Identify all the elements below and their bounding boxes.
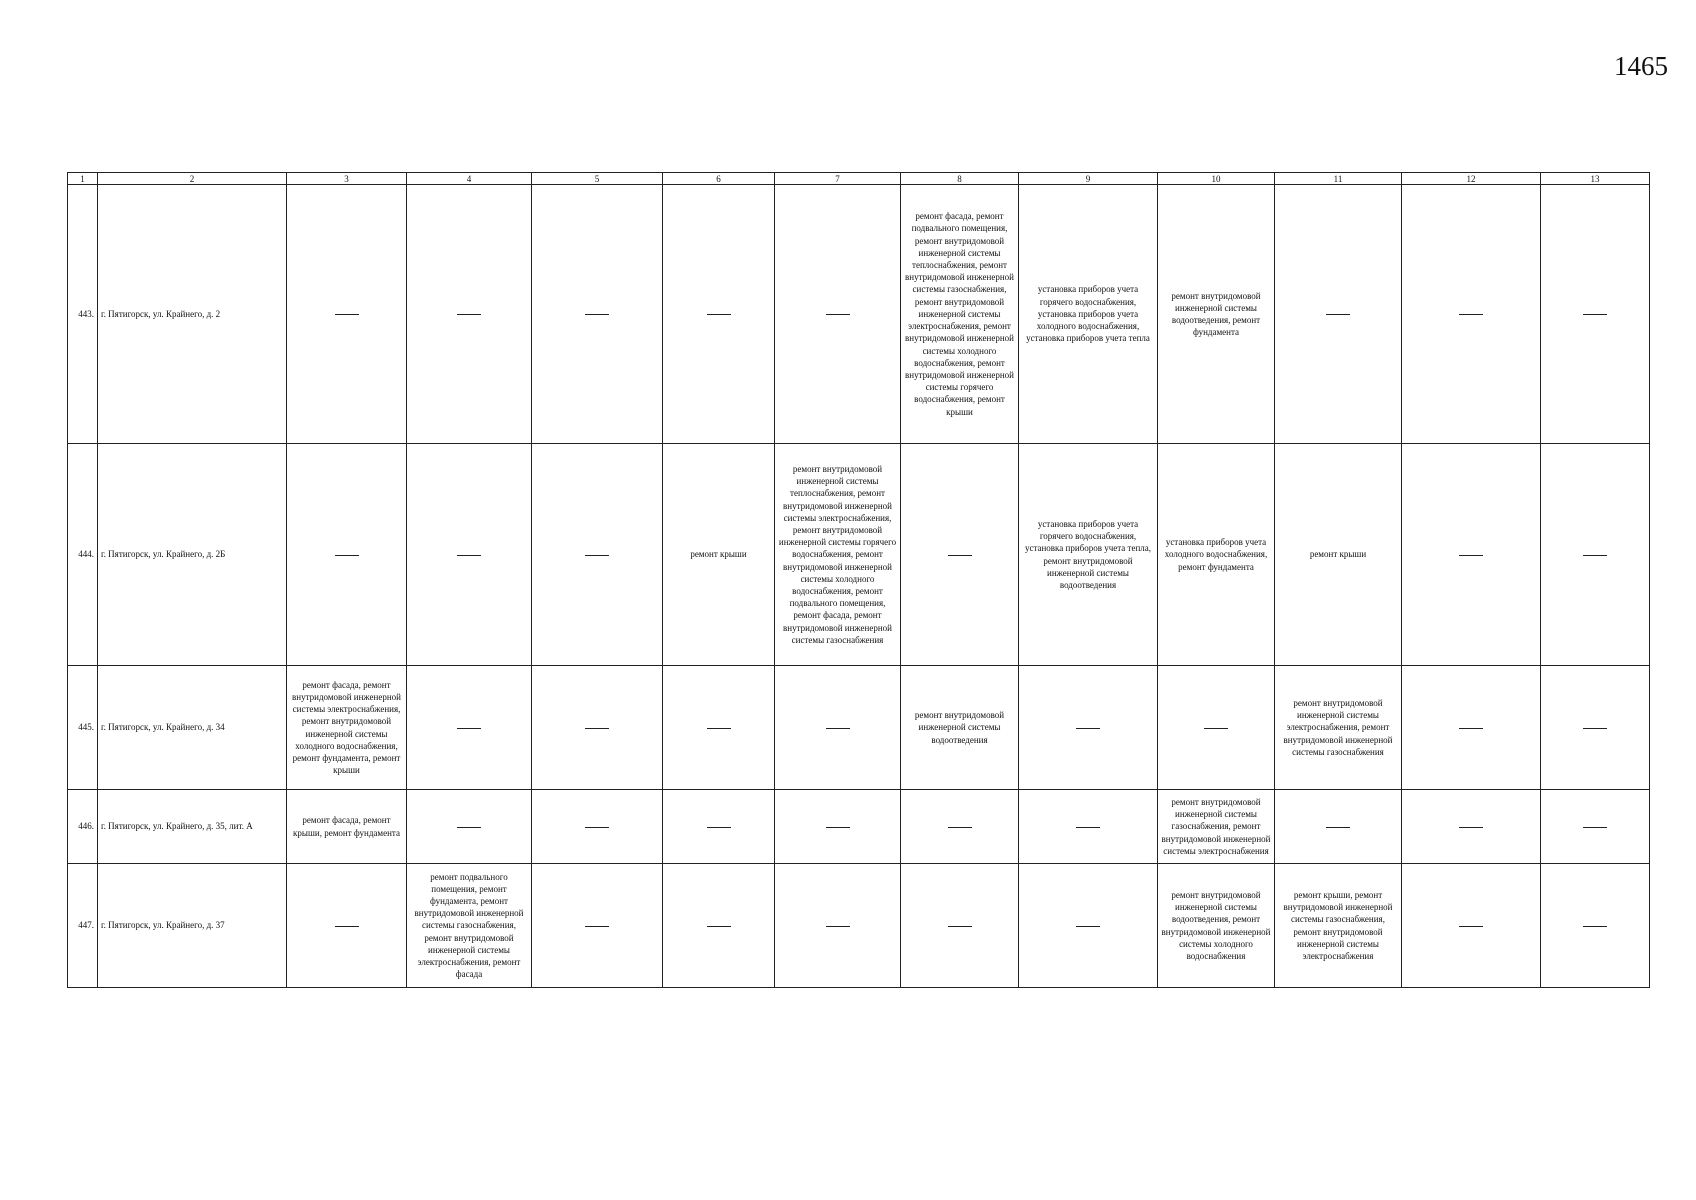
row-number: 447. xyxy=(68,864,98,988)
work-cell: ремонт подвального помещения, ремонт фундамента, ремонт внутридомовой инженерной системы газоснабжения, ремонт внутридомовой инженерной системы электроснабжения, ремонт фасада xyxy=(407,864,532,988)
address-cell: г. Пятигорск, ул. Крайнего, д. 2 xyxy=(98,185,287,444)
empty-cell xyxy=(407,444,532,666)
empty-cell xyxy=(1019,666,1158,790)
empty-cell xyxy=(1541,444,1650,666)
empty-cell xyxy=(1402,790,1541,864)
work-cell: ремонт внутридомовой инженерной системы газоснабжения, ремонт внутридомовой инженерной системы электроснабжения xyxy=(1158,790,1275,864)
work-cell: ремонт фасада, ремонт крыши, ремонт фундамента xyxy=(287,790,407,864)
empty-cell xyxy=(775,666,901,790)
column-number-row xyxy=(68,173,1650,185)
empty-cell xyxy=(407,790,532,864)
dash-mark xyxy=(1204,728,1228,729)
work-cell: установка приборов учета горячего водоснабжения, установка приборов учета холодного водоснабжения, установка приборов учета тепла xyxy=(1019,185,1158,444)
work-cell: ремонт внутридомовой инженерной системы теплоснабжения, ремонт внутридомовой инженерной системы электроснабжения, ремонт внутридомовой инженерной системы горячего водоснабжения, ремонт внутридомовой инженерной системы холодного водоснабжения, ремонт подвального помещения, ремонт фасада, ремонт внутридомовой инженерной системы газоснабжения xyxy=(775,444,901,666)
empty-cell xyxy=(407,185,532,444)
empty-cell xyxy=(1019,790,1158,864)
empty-cell xyxy=(532,185,663,444)
dash-mark xyxy=(826,728,850,729)
dash-mark xyxy=(826,314,850,315)
empty-cell xyxy=(287,444,407,666)
dash-mark xyxy=(1583,926,1607,927)
row-number: 445. xyxy=(68,666,98,790)
dash-mark xyxy=(1459,827,1483,828)
empty-cell xyxy=(663,864,775,988)
table-row xyxy=(68,444,1650,666)
dash-mark xyxy=(457,314,481,315)
empty-cell xyxy=(901,790,1019,864)
dash-mark xyxy=(948,827,972,828)
dash-mark xyxy=(1459,926,1483,927)
dash-mark xyxy=(1459,314,1483,315)
address-cell: г. Пятигорск, ул. Крайнего, д. 2Б xyxy=(98,444,287,666)
address-cell: г. Пятигорск, ул. Крайнего, д. 35, лит. А xyxy=(98,790,287,864)
dash-mark xyxy=(1076,926,1100,927)
dash-mark xyxy=(585,314,609,315)
dash-mark xyxy=(707,926,731,927)
dash-mark xyxy=(457,827,481,828)
dash-mark xyxy=(707,314,731,315)
table-row xyxy=(68,790,1650,864)
dash-mark xyxy=(826,827,850,828)
dash-mark xyxy=(585,728,609,729)
dash-mark xyxy=(335,555,359,556)
dash-mark xyxy=(1076,827,1100,828)
empty-cell xyxy=(407,666,532,790)
column-number: 8 xyxy=(901,173,1019,185)
column-number: 1 xyxy=(68,173,98,185)
dash-mark xyxy=(948,926,972,927)
column-number: 12 xyxy=(1402,173,1541,185)
work-cell: ремонт внутридомовой инженерной системы водоотведения, ремонт внутридомовой инженерной системы холодного водоснабжения xyxy=(1158,864,1275,988)
dash-mark xyxy=(585,827,609,828)
column-number: 3 xyxy=(287,173,407,185)
column-number: 4 xyxy=(407,173,532,185)
empty-cell xyxy=(1541,185,1650,444)
dash-mark xyxy=(948,555,972,556)
row-number: 444. xyxy=(68,444,98,666)
page-number: 1465 xyxy=(1614,51,1668,81)
work-cell: ремонт крыши xyxy=(663,444,775,666)
row-number: 443. xyxy=(68,185,98,444)
dash-mark xyxy=(585,926,609,927)
empty-cell xyxy=(1541,790,1650,864)
empty-cell xyxy=(663,185,775,444)
dash-mark xyxy=(1459,728,1483,729)
empty-cell xyxy=(1402,185,1541,444)
dash-mark xyxy=(585,555,609,556)
dash-mark xyxy=(707,728,731,729)
empty-cell xyxy=(775,185,901,444)
dash-mark xyxy=(1583,728,1607,729)
column-number: 13 xyxy=(1541,173,1650,185)
empty-cell xyxy=(1019,864,1158,988)
column-number: 10 xyxy=(1158,173,1275,185)
address-cell: г. Пятигорск, ул. Крайнего, д. 34 xyxy=(98,666,287,790)
dash-mark xyxy=(1459,555,1483,556)
dash-mark xyxy=(1076,728,1100,729)
empty-cell xyxy=(532,444,663,666)
dash-mark xyxy=(335,314,359,315)
table-row xyxy=(68,185,1650,444)
row-number: 446. xyxy=(68,790,98,864)
column-number: 11 xyxy=(1275,173,1402,185)
table-body xyxy=(68,185,1650,988)
dash-mark xyxy=(1583,827,1607,828)
empty-cell xyxy=(901,864,1019,988)
empty-cell xyxy=(532,666,663,790)
empty-cell xyxy=(901,444,1019,666)
empty-cell xyxy=(663,666,775,790)
dash-mark xyxy=(457,728,481,729)
empty-cell xyxy=(1275,790,1402,864)
table-row xyxy=(68,666,1650,790)
empty-cell xyxy=(1158,666,1275,790)
dash-mark xyxy=(1326,314,1350,315)
empty-cell xyxy=(532,864,663,988)
dash-mark xyxy=(1326,827,1350,828)
empty-cell xyxy=(663,790,775,864)
empty-cell xyxy=(775,864,901,988)
work-cell: ремонт крыши xyxy=(1275,444,1402,666)
work-cell: ремонт внутридомовой инженерной системы водоотведения, ремонт фундамента xyxy=(1158,185,1275,444)
table-row xyxy=(68,864,1650,988)
empty-cell xyxy=(1402,666,1541,790)
column-number: 7 xyxy=(775,173,901,185)
column-number: 9 xyxy=(1019,173,1158,185)
work-cell: ремонт фасада, ремонт внутридомовой инженерной системы электроснабжения, ремонт внутридомовой инженерной системы холодного водоснабжения, ремонт фундамента, ремонт крыши xyxy=(287,666,407,790)
empty-cell xyxy=(532,790,663,864)
work-cell: ремонт внутридомовой инженерной системы водоотведения xyxy=(901,666,1019,790)
empty-cell xyxy=(287,864,407,988)
dash-mark xyxy=(457,555,481,556)
address-cell: г. Пятигорск, ул. Крайнего, д. 37 xyxy=(98,864,287,988)
dash-mark xyxy=(707,827,731,828)
work-cell: ремонт внутридомовой инженерной системы электроснабжения, ремонт внутридомовой инженерной системы газоснабжения xyxy=(1275,666,1402,790)
empty-cell xyxy=(1541,666,1650,790)
dash-mark xyxy=(1583,314,1607,315)
empty-cell xyxy=(1402,864,1541,988)
dash-mark xyxy=(826,926,850,927)
work-cell: установка приборов учета горячего водоснабжения, установка приборов учета тепла, ремонт внутридомовой инженерной системы водоотведения xyxy=(1019,444,1158,666)
work-cell: установка приборов учета холодного водоснабжения, ремонт фундамента xyxy=(1158,444,1275,666)
column-number: 5 xyxy=(532,173,663,185)
empty-cell xyxy=(1541,864,1650,988)
empty-cell xyxy=(287,185,407,444)
empty-cell xyxy=(775,790,901,864)
column-number: 2 xyxy=(98,173,287,185)
empty-cell xyxy=(1275,185,1402,444)
work-cell: ремонт крыши, ремонт внутридомовой инженерной системы газоснабжения, ремонт внутридомовой инженерной системы электроснабжения xyxy=(1275,864,1402,988)
work-cell: ремонт фасада, ремонт подвального помещения, ремонт внутридомовой инженерной системы теплоснабжения, ремонт внутридомовой инженерной системы газоснабжения, ремонт внутридомовой инженерной системы электроснабжения, ремонт внутридомовой инженерной системы холодного водоснабжения, ремонт внутридомовой инженерной системы горячего водоснабжения, ремонт крыши xyxy=(901,185,1019,444)
column-number: 6 xyxy=(663,173,775,185)
repair-works-table xyxy=(67,172,1650,988)
dash-mark xyxy=(1583,555,1607,556)
dash-mark xyxy=(335,926,359,927)
empty-cell xyxy=(1402,444,1541,666)
